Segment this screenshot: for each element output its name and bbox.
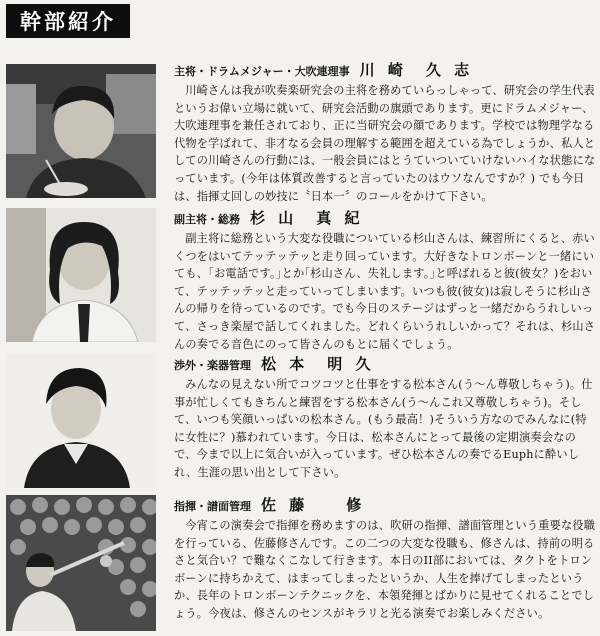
member-heading (174, 210, 596, 228)
member-name: 佐 藤 修 (261, 496, 366, 514)
member-text-kawasaki (174, 62, 596, 205)
member-heading (174, 62, 596, 80)
member-text-matsumoto (174, 356, 596, 482)
member-photo-kawasaki (6, 64, 156, 198)
member-role: 副主将・総務 (174, 213, 240, 226)
member-heading (174, 356, 596, 374)
member-text-sugiyama (174, 210, 596, 353)
member-photo-matsumoto (6, 354, 156, 488)
member-bio: 副主将に総務という大変な役職についている杉山さんは、練習所にくると、赤いくつをはいてテッテッテッと走り回っています。大好きなトロンボーンと一緒にいても、｢お電話です。｣とか｢杉山さん、失礼します。｣と呼ばれると彼(彼女？)をおいて、テッテッテッと走っていってしまいます。いつも彼(彼女)は寂しそうに杉山さんの帰りを待っているのです。でも今日のステージはずっと一緒だからうれしいって、さっき楽屋で話してくれました。どれくらいうれしいかって？それは、杉山さんの奏でる音色にのって皆さんのもとに届くでしょう。 (174, 232, 596, 351)
member-photo-sugiyama (6, 208, 156, 342)
member-role: 指揮・譜面管理 (174, 500, 251, 513)
member-photo-sato (6, 495, 156, 631)
member-name: 松 本 明 久 (261, 355, 375, 373)
member-bio: 今宵この演奏会で指揮を務めますのは、吹研の指揮、譜面管理という重要な役職を行っている、佐藤修さんです。この二つの大変な役職も、修さんは、持前の明るさと気合い？で難なくこなして行きます。本日のII部においては、タクトをトロンボーンに持ちかえて、はまってしまったというか、人生を捧げてしまったというか、長年のトロンボーンテクニックを、本領発揮とばかりに見せてくれることでしょう。今夜は、修さんのセンスがキラリと光る演奏でお楽しみください。 (174, 519, 596, 620)
member-bio: 川崎さんは我が吹奏楽研究会の主将を務めていらっしゃって、研究会の学生代表というお偉い立場に就いて、研究会活動の旗頭であります。更にドラムメジャー、大吹連理事を兼任されており、正に当研究会の顔であります。学校では物理学なる代物を学ばれて、非才なる会員の理解する範囲を超えている為でしょうか、私人としての川崎さんの行動には、一般会員にはとうていついていけないハイな状態になっています。(今年は体質改善すると言っていたのはウソなんですか？) でも今日は、指揮丈回しの妙技に〝日本一〞のコールをかけて下さい。 (174, 84, 596, 203)
member-role: 渉外・楽器管理 (174, 359, 251, 372)
member-role: 主将・ドラムメジャー・大吹連理事 (174, 65, 350, 78)
member-heading (174, 497, 596, 515)
member-name: 杉 山 真 紀 (250, 209, 364, 227)
page-title: 幹部紹介 (6, 4, 130, 38)
member-bio: みんなの見えない所でコツコツと仕事をする松本さん(う～ん尊敬しちゃう)。仕事が忙しくてもきちんと練習をする松本さん(う～んこれ又尊敬しちゃう)。そして、いつも笑顔いっぱいの松本さん。(もう最高！)そういう方なのでみんなに(特に女性に？)慕われています。今日は、松本さんにとって最後の定期演奏会なので、今まで以上に気合いが入っています。ぜひ松本さんの奏でるEuphに酔いしれ、生涯の思い出として下さい。 (174, 378, 593, 479)
member-text-sato (174, 497, 596, 623)
member-name: 川 崎 久 志 (359, 61, 474, 79)
